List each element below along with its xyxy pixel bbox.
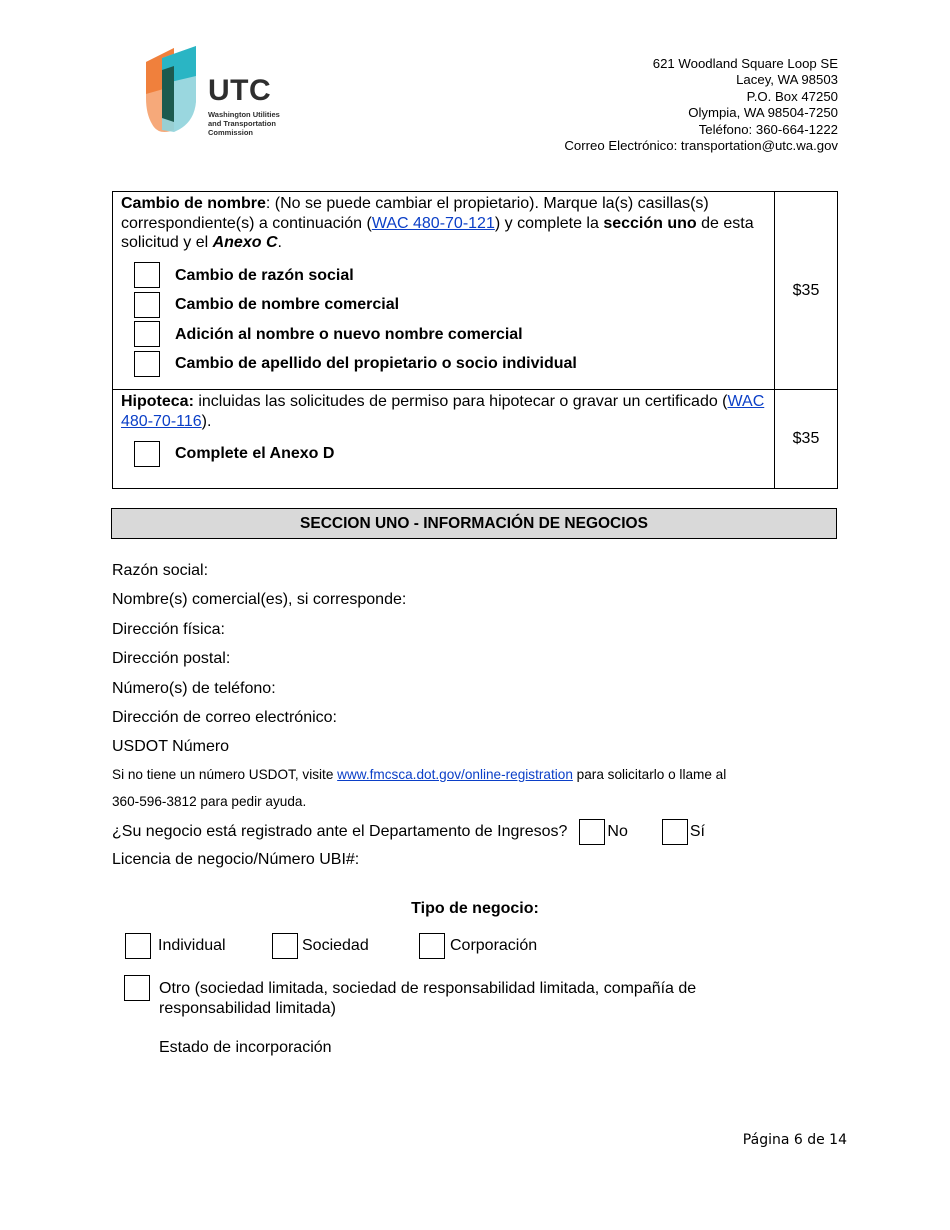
business-type-individual: Individual bbox=[125, 933, 226, 959]
physical-address-field[interactable]: Dirección física: bbox=[112, 621, 225, 638]
utc-logo-mark-icon bbox=[144, 46, 204, 136]
address-line: Correo Electrónico: transportation@utc.wa.gov bbox=[564, 138, 838, 154]
phone-field[interactable]: Número(s) de teléfono: bbox=[112, 680, 276, 697]
name-change-row bbox=[113, 192, 838, 390]
add-trade-name-checkbox[interactable] bbox=[134, 321, 160, 347]
business-type-corporation: Corporación bbox=[419, 933, 537, 959]
usdot-number-field[interactable]: USDOT Número bbox=[112, 738, 230, 755]
mortgage-fee: $35 bbox=[775, 390, 838, 489]
logo-wordmark: UTC bbox=[208, 74, 272, 107]
email-field[interactable]: Dirección de correo electrónico: bbox=[112, 709, 337, 726]
option-add-trade-name: Adición al nombre o nuevo nombre comercial bbox=[134, 320, 766, 350]
annex-d-checkbox[interactable] bbox=[134, 441, 160, 467]
usdot-note-phone: 360-596-3812 para pedir ayuda. bbox=[112, 794, 307, 809]
name-change-fee: $35 bbox=[775, 192, 838, 390]
individual-checkbox[interactable] bbox=[125, 933, 151, 959]
name-change-description: Cambio de nombre: (No se puede cambiar el propietario). Marque la(s) casillas(s) correspondiente(s) a continuación (WAC 480-70-121) y complete la sección uno de esta solicitud y el Anexo C. Cambio de razón social Cambio de nombre comercial Adición al nombre o nuevo nombre comercial Cambio de apellido del propietario o socio individual bbox=[113, 192, 775, 390]
address-line: Lacey, WA 98503 bbox=[736, 72, 838, 88]
business-type-title: Tipo de negocio: bbox=[411, 900, 539, 917]
other-business-type-checkbox[interactable] bbox=[124, 975, 150, 1001]
page-number: Página 6 de 14 bbox=[742, 1132, 847, 1148]
mortgage-description: Hipoteca: incluidas las solicitudes de permiso para hipotecar o gravar un certificado (WAC 480-70-116). Complete el Anexo D bbox=[113, 390, 775, 489]
business-type-partnership: Sociedad bbox=[272, 933, 369, 959]
option-trade-name-change: Cambio de nombre comercial bbox=[134, 290, 766, 320]
surname-change-checkbox[interactable] bbox=[134, 351, 160, 377]
trade-names-field[interactable]: Nombre(s) comercial(es), si corresponde: bbox=[112, 591, 407, 608]
legal-name-field[interactable]: Razón social: bbox=[112, 562, 209, 579]
option-legal-name-change: Cambio de razón social bbox=[134, 261, 766, 291]
state-of-incorporation-field[interactable]: Estado de incorporación bbox=[159, 1039, 332, 1056]
section-one-header: SECCION UNO - INFORMACIÓN DE NEGOCIOS bbox=[111, 508, 837, 539]
other-business-type-label: Otro (sociedad limitada, sociedad de responsabilidad limitada, compañía de responsabilidad limitada) bbox=[159, 980, 697, 1017]
dor-registration-question: ¿Su negocio está registrado ante el Departamento de Ingresos? No Sí bbox=[112, 818, 705, 845]
dor-yes-checkbox[interactable] bbox=[662, 819, 688, 845]
utc-logo bbox=[144, 46, 284, 136]
address-line: Teléfono: 360-664-1222 bbox=[698, 121, 838, 137]
fee-table bbox=[112, 191, 838, 489]
ubi-number-field[interactable]: Licencia de negocio/Número UBI#: bbox=[112, 851, 360, 868]
corporation-checkbox[interactable] bbox=[419, 933, 445, 959]
usdot-note: Si no tiene un número USDOT, visite www.fmcsca.dot.gov/online-registration para solicitarlo o llame al bbox=[112, 767, 727, 782]
address-line: 621 Woodland Square Loop SE bbox=[652, 56, 838, 71]
wac-480-70-121-link[interactable]: WAC 480-70-121 bbox=[371, 214, 495, 232]
wac-480-70-116-link[interactable]: WAC 480-70-116 bbox=[121, 393, 765, 430]
mortgage-row bbox=[113, 390, 838, 489]
option-surname-change: Cambio de apellido del propietario o socio individual bbox=[134, 349, 766, 379]
option-annex-d: Complete el Anexo D bbox=[134, 439, 766, 469]
trade-name-change-checkbox[interactable] bbox=[134, 292, 160, 318]
fmcsa-registration-link[interactable]: www.fmcsca.dot.gov/online-registration bbox=[337, 767, 573, 782]
mailing-address-field[interactable]: Dirección postal: bbox=[112, 650, 231, 667]
agency-address bbox=[564, 56, 838, 154]
legal-name-change-checkbox[interactable] bbox=[134, 262, 160, 288]
address-line: P.O. Box 47250 bbox=[746, 88, 838, 104]
partnership-checkbox[interactable] bbox=[272, 933, 298, 959]
dor-no-checkbox[interactable] bbox=[579, 819, 605, 845]
logo-subtitle: Washington Utilities and Transportation Commission bbox=[208, 110, 280, 137]
address-line: Olympia, WA 98504-7250 bbox=[688, 105, 838, 121]
